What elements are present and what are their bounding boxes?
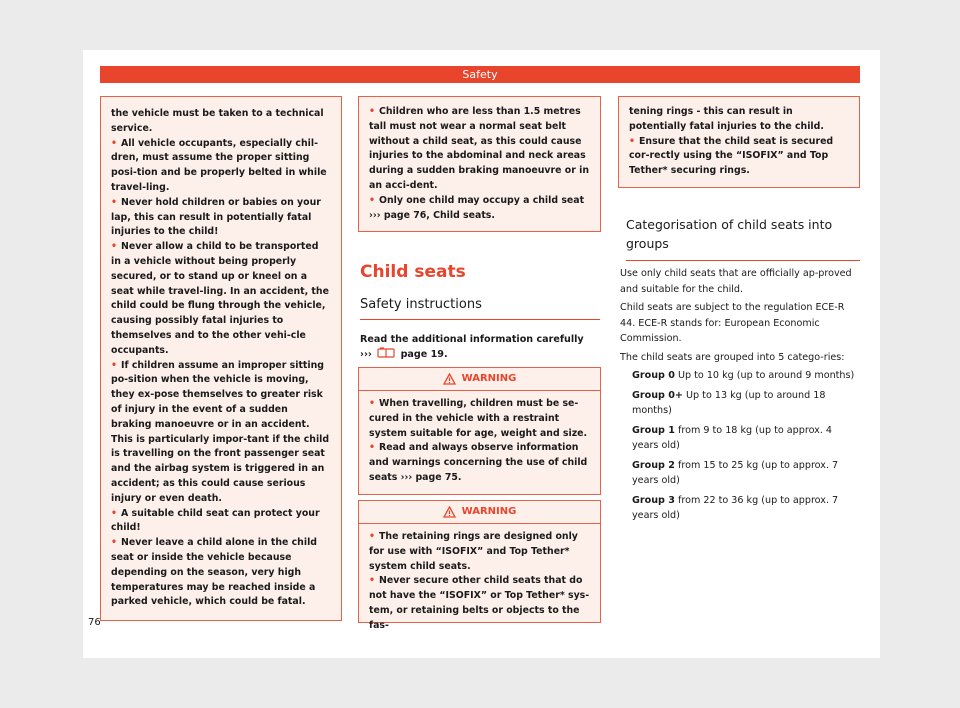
read-more-note: Read the additional information carefully ››› page 19.: [360, 334, 584, 360]
list-item: • Never hold children or babies on your lap, this can result in potentially fatal injuries to the child!: [111, 196, 321, 238]
group-entry: Group 0+ Up to 13 kg (up to around 18 months): [632, 389, 826, 416]
paragraph: Child seats are subject to the regulation ECE-R 44. ECE-R stands for: European Economic Commission.: [620, 302, 845, 344]
page-reference-link[interactable]: ››› page 76, Child seats.: [369, 209, 495, 221]
bullet-dot-icon: •: [369, 531, 375, 542]
warning-triangle-icon: [443, 506, 456, 518]
list-item: • Children who are less than 1.5 metres tall must not wear a normal seat belt without a child seat, as this could cause injuries to the abdominal and neck areas during a sudden braking manoeuvre or in an acci-dent.: [369, 106, 590, 191]
notice-intro: the vehicle must be taken to a technical service.: [111, 108, 324, 134]
list-item: • Never allow a child to be transported in a vehicle without being properly secured, or to stand up or kneel on a seat while travel-ling. In an accident, the child could be flung through the vehicle, causing possibly fatal injuries to themselves and to the other vehi-cle occupants.: [111, 241, 329, 356]
bullet-dot-icon: •: [369, 575, 375, 587]
list-item: • If children assume an improper sitting po-sition when the vehicle is moving, they ex-pose themselves to greater risk of injury in the event of a sudden braking manoeuvre or in an accident. This is particularly impor-tant if the child is travelling on the front passenger seat and the airbag system is triggered in an accident; as this could cause serious injury or even death.: [111, 359, 330, 504]
list-item: • Ensure that the child seat is secured cor-rectly using the “ISOFIX” and Top Tether* securing rings.: [629, 135, 834, 177]
list-item: • When travelling, children must be se-cured in the vehicle with a restraint system suitable for age, weight and size.: [369, 398, 588, 439]
list-item: • A suitable child seat can protect your child!: [111, 507, 320, 534]
bullet-dot-icon: •: [629, 135, 635, 147]
page-reference-link[interactable]: page 19.: [400, 349, 448, 360]
warning-continuation-text: tening rings - this can result in potentially fatal injuries to the child.: [629, 106, 824, 132]
section-title: Child seats: [360, 262, 466, 282]
child-height-notice-box: [358, 96, 601, 232]
group-entry: Group 3 from 22 to 36 kg (up to approx. 7 years old): [632, 494, 839, 521]
bullet-dot-icon: •: [111, 241, 117, 253]
categorisation-body: [620, 266, 860, 528]
bullet-dot-icon: •: [369, 194, 375, 206]
paragraph: The child seats are grouped into 5 catego-ries:: [620, 351, 845, 363]
warning-header: WARNING: [359, 368, 600, 391]
warning-box: [358, 500, 601, 631]
bullet-dot-icon: •: [111, 507, 117, 519]
bullet-dot-icon: •: [111, 537, 117, 549]
warning-continuation-box: [618, 96, 860, 188]
subsection-title: Safety instructions: [360, 297, 600, 320]
bullet-dot-icon: •: [369, 398, 375, 409]
list-item: • Never secure other child seats that do not have the “ISOFIX” or Top Tether* sys-tem, or retaining belts or objects to the fas-: [369, 575, 590, 631]
bullet-dot-icon: •: [111, 196, 117, 208]
list-item: • Read and always observe information and warnings concerning the use of child seats ››› page 75.: [369, 442, 588, 483]
book-icon: [377, 347, 395, 358]
bullet-dot-icon: •: [111, 359, 117, 371]
bullet-dot-icon: •: [369, 442, 375, 454]
bullet-dot-icon: •: [111, 137, 117, 149]
list-item: • All vehicle occupants, especially chil-dren, must assume the proper sitting posi-tion and be properly belted in while travel-ling.: [111, 137, 327, 193]
group-entry: Group 2 from 15 to 25 kg (up to approx. 7 years old): [632, 459, 839, 486]
warning-triangle-icon: [443, 373, 456, 385]
list-item: • Only one child may occupy a child seat ››› page 76, Child seats.: [369, 194, 585, 221]
group-entry: Group 1 from 9 to 18 kg (up to approx. 4 years old): [632, 424, 833, 451]
page-number: 76: [88, 617, 101, 628]
group-entry: Group 0 Up to 10 kg (up to around 9 months): [632, 370, 855, 381]
paragraph: Use only child seats that are officially ap-proved and suitable for the child.: [620, 268, 852, 295]
list-item: • Never leave a child alone in the child seat or inside the vehicle because depending on the season, very high temperatures may be reached inside a parked vehicle, which could be fatal.: [111, 537, 317, 608]
page-header: Safety: [100, 66, 860, 83]
safety-notice-box: [100, 96, 342, 621]
bullet-dot-icon: •: [369, 106, 375, 117]
warning-box: [358, 367, 601, 495]
section-title: Categorisation of child seats into groups: [626, 215, 860, 261]
warning-header: WARNING: [359, 501, 600, 524]
list-item: • The retaining rings are designed only for use with “ISOFIX” and Top Tether* system child seats.: [369, 531, 578, 572]
